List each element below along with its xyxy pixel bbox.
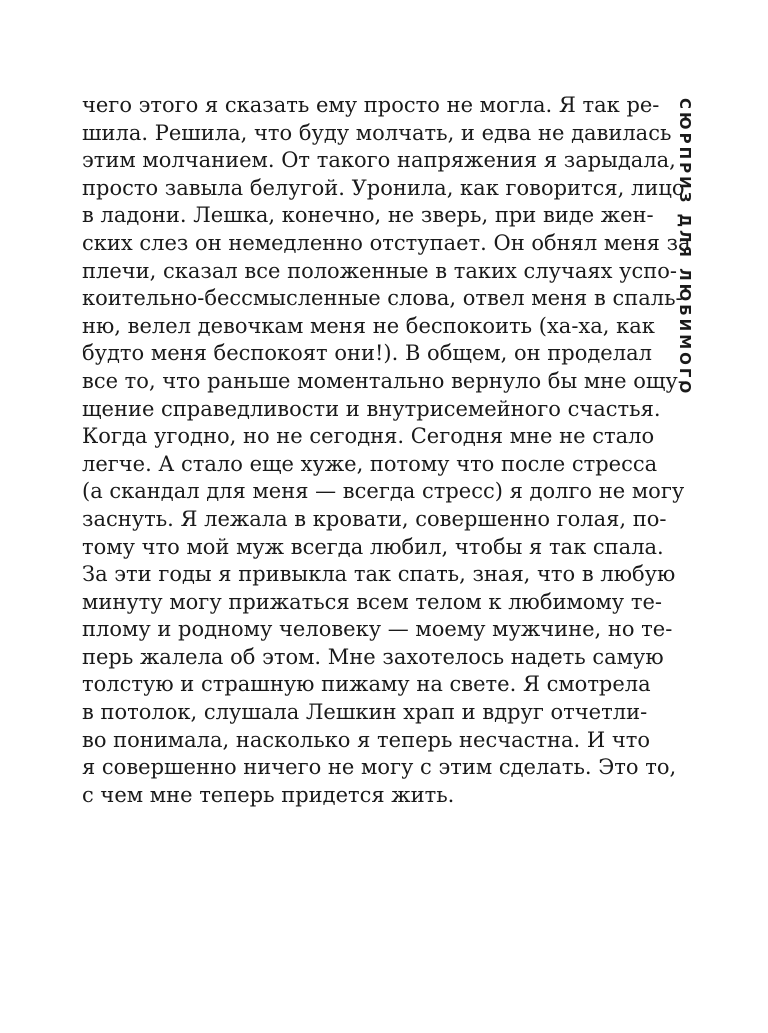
- text-line: все то, что раньше моментально вернуло бы мне ощу-: [82, 368, 685, 393]
- text-line: плому и родному человеку — моему мужчине, но те-: [82, 617, 673, 642]
- text-line: просто завыла белугой. Уронила, как говорится, лицо: [82, 175, 685, 200]
- text-line: (а скандал для меня — всегда стресс) я долго не могу: [82, 479, 685, 504]
- text-line: ских слез он немедленно отступает. Он обнял меня за: [82, 230, 691, 255]
- text-line: За эти годы я привыкла так спать, зная, что в любую: [82, 562, 676, 587]
- text-line: заснуть. Я лежала в кровати, совершенно голая, по-: [82, 506, 667, 531]
- text-line: я совершенно ничего не могу с этим сделать. Это то,: [82, 755, 677, 780]
- text-line: тому что мой муж всегда любил, чтобы я так спала.: [82, 534, 664, 559]
- text-line: плечи, сказал все положенные в таких случаях успо-: [82, 258, 678, 283]
- text-line: этим молчанием. От такого напряжения я зарыдала,: [82, 148, 676, 173]
- text-line: щение справедливости и внутрисемейного счастья.: [82, 396, 661, 421]
- text-line: Когда угодно, но не сегодня. Сегодня мне не стало: [82, 424, 655, 449]
- text-line: ню, велел девочкам меня не беспокоить (ха-ха, как: [82, 313, 655, 338]
- text-line: толстую и страшную пижаму на свете. Я смотрела: [82, 672, 651, 697]
- text-line: в ладони. Лешка, конечно, не зверь, при виде жен-: [82, 203, 654, 228]
- text-line: во понимала, насколько я теперь несчастна. И что: [82, 727, 651, 752]
- text-line: шила. Решила, что буду молчать, и едва не давилась: [82, 120, 672, 145]
- text-line: с чем мне теперь придется жить.: [82, 782, 455, 807]
- text-line: перь жалела об этом. Мне захотелось надеть самую: [82, 644, 664, 669]
- text-line: легче. А стало еще хуже, потому что после стресса: [82, 451, 658, 476]
- text-line: в потолок, слушала Лешкин храп и вдруг отчетли-: [82, 700, 648, 725]
- running-head: СЮРПРИЗ ДЛЯ ЛЮБИМОГО: [676, 98, 694, 397]
- text-line: минуту могу прижаться всем телом к любимому те-: [82, 589, 662, 614]
- text-line: будто меня беспокоят они!). В общем, он проделал: [82, 341, 652, 366]
- text-line: чего этого я сказать ему просто не могла. Я так ре-: [82, 93, 660, 117]
- text-line: коительно-бессмысленные слова, отвел меня в спаль-: [82, 286, 683, 311]
